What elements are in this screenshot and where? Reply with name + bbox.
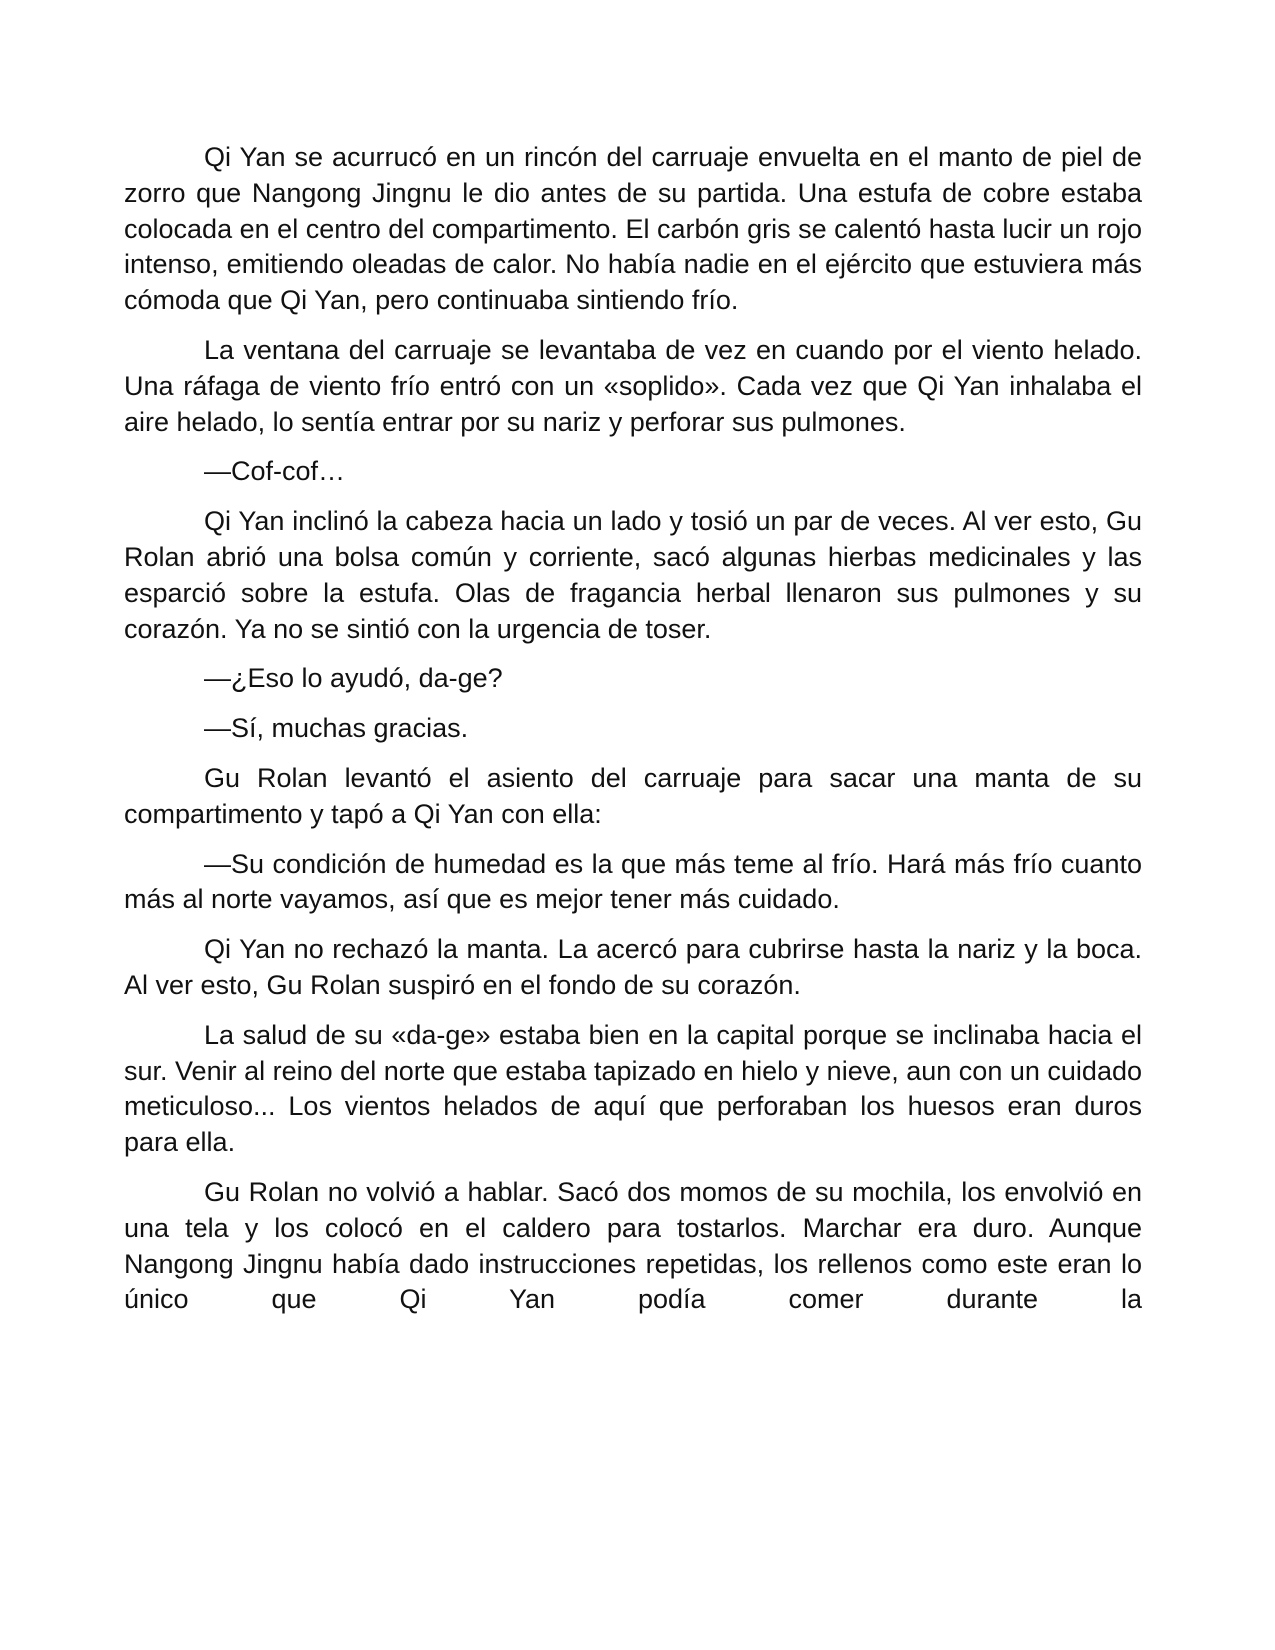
paragraph-8: —Su condición de humedad es la que más teme al frío. Hará más frío cuanto más al norte vayamos, así que es mejor tener más cuidado. [124,848,1142,915]
paragraph-9: Qi Yan no rechazó la manta. La acercó para cubrirse hasta la nariz y la boca. Al ver esto, Gu Rolan suspiró en el fondo de su corazón. [124,934,1142,1000]
document-page [124,140,1142,1332]
paragraph-11: Gu Rolan no volvió a hablar. Sacó dos momos de su mochila, los envolvió en una tela y los colocó en el caldero para tostarlos. Marchar era duro. Aunque Nangong Jingnu había dado instrucciones repetidas, los rellenos como este eran lo único que Qi Yan podía comer durante la [124,1176,1142,1315]
paragraph-1: Qi Yan se acurrucó en un rincón del carruaje envuelta en el manto de piel de zorro que Nangong Jingnu le dio antes de su partida. Una estufa de cobre estaba colocada en el centro del compartimento. El carbón gris se calentó hasta lucir un rojo intenso, emitiendo oleadas de calor. No había nadie en el ejército que estuviera más cómoda que Qi Yan, pero continuaba sintiendo frío. [124,142,1142,316]
paragraph-4: Qi Yan inclinó la cabeza hacia un lado y tosió un par de veces. Al ver esto, Gu Rolan abrió una bolsa común y corriente, sacó algunas hierbas medicinales y las esparció sobre la estufa. Olas de fragancia herbal llenaron sus pulmones y su corazón. Ya no se sintió con la urgencia de toser. [124,506,1142,644]
paragraph-3: —Cof-cof… [204,456,346,487]
paragraph-2: La ventana del carruaje se levantaba de vez en cuando por el viento helado. Una ráfaga de viento frío entró con un «soplido». Cada vez que Qi Yan inhalaba el aire helado, lo sentía entrar por su nariz y perforar sus pulmones. [124,334,1142,437]
paragraph-7: Gu Rolan levantó el asiento del carruaje para sacar una manta de su compartimento y tapó a Qi Yan con ella: [124,762,1142,829]
paragraph-5: —¿Eso lo ayudó, da-ge? [204,663,503,694]
paragraph-10: La salud de su «da-ge» estaba bien en la capital porque se inclinaba hacia el sur. Venir al reino del norte que estaba tapizado en hielo y nieve, aun con un cuidado meticuloso... Los vientos helados de aquí que perforaban los huesos eran duros para ella. [124,1019,1142,1158]
paragraph-6: —Sí, muchas gracias. [204,713,469,744]
